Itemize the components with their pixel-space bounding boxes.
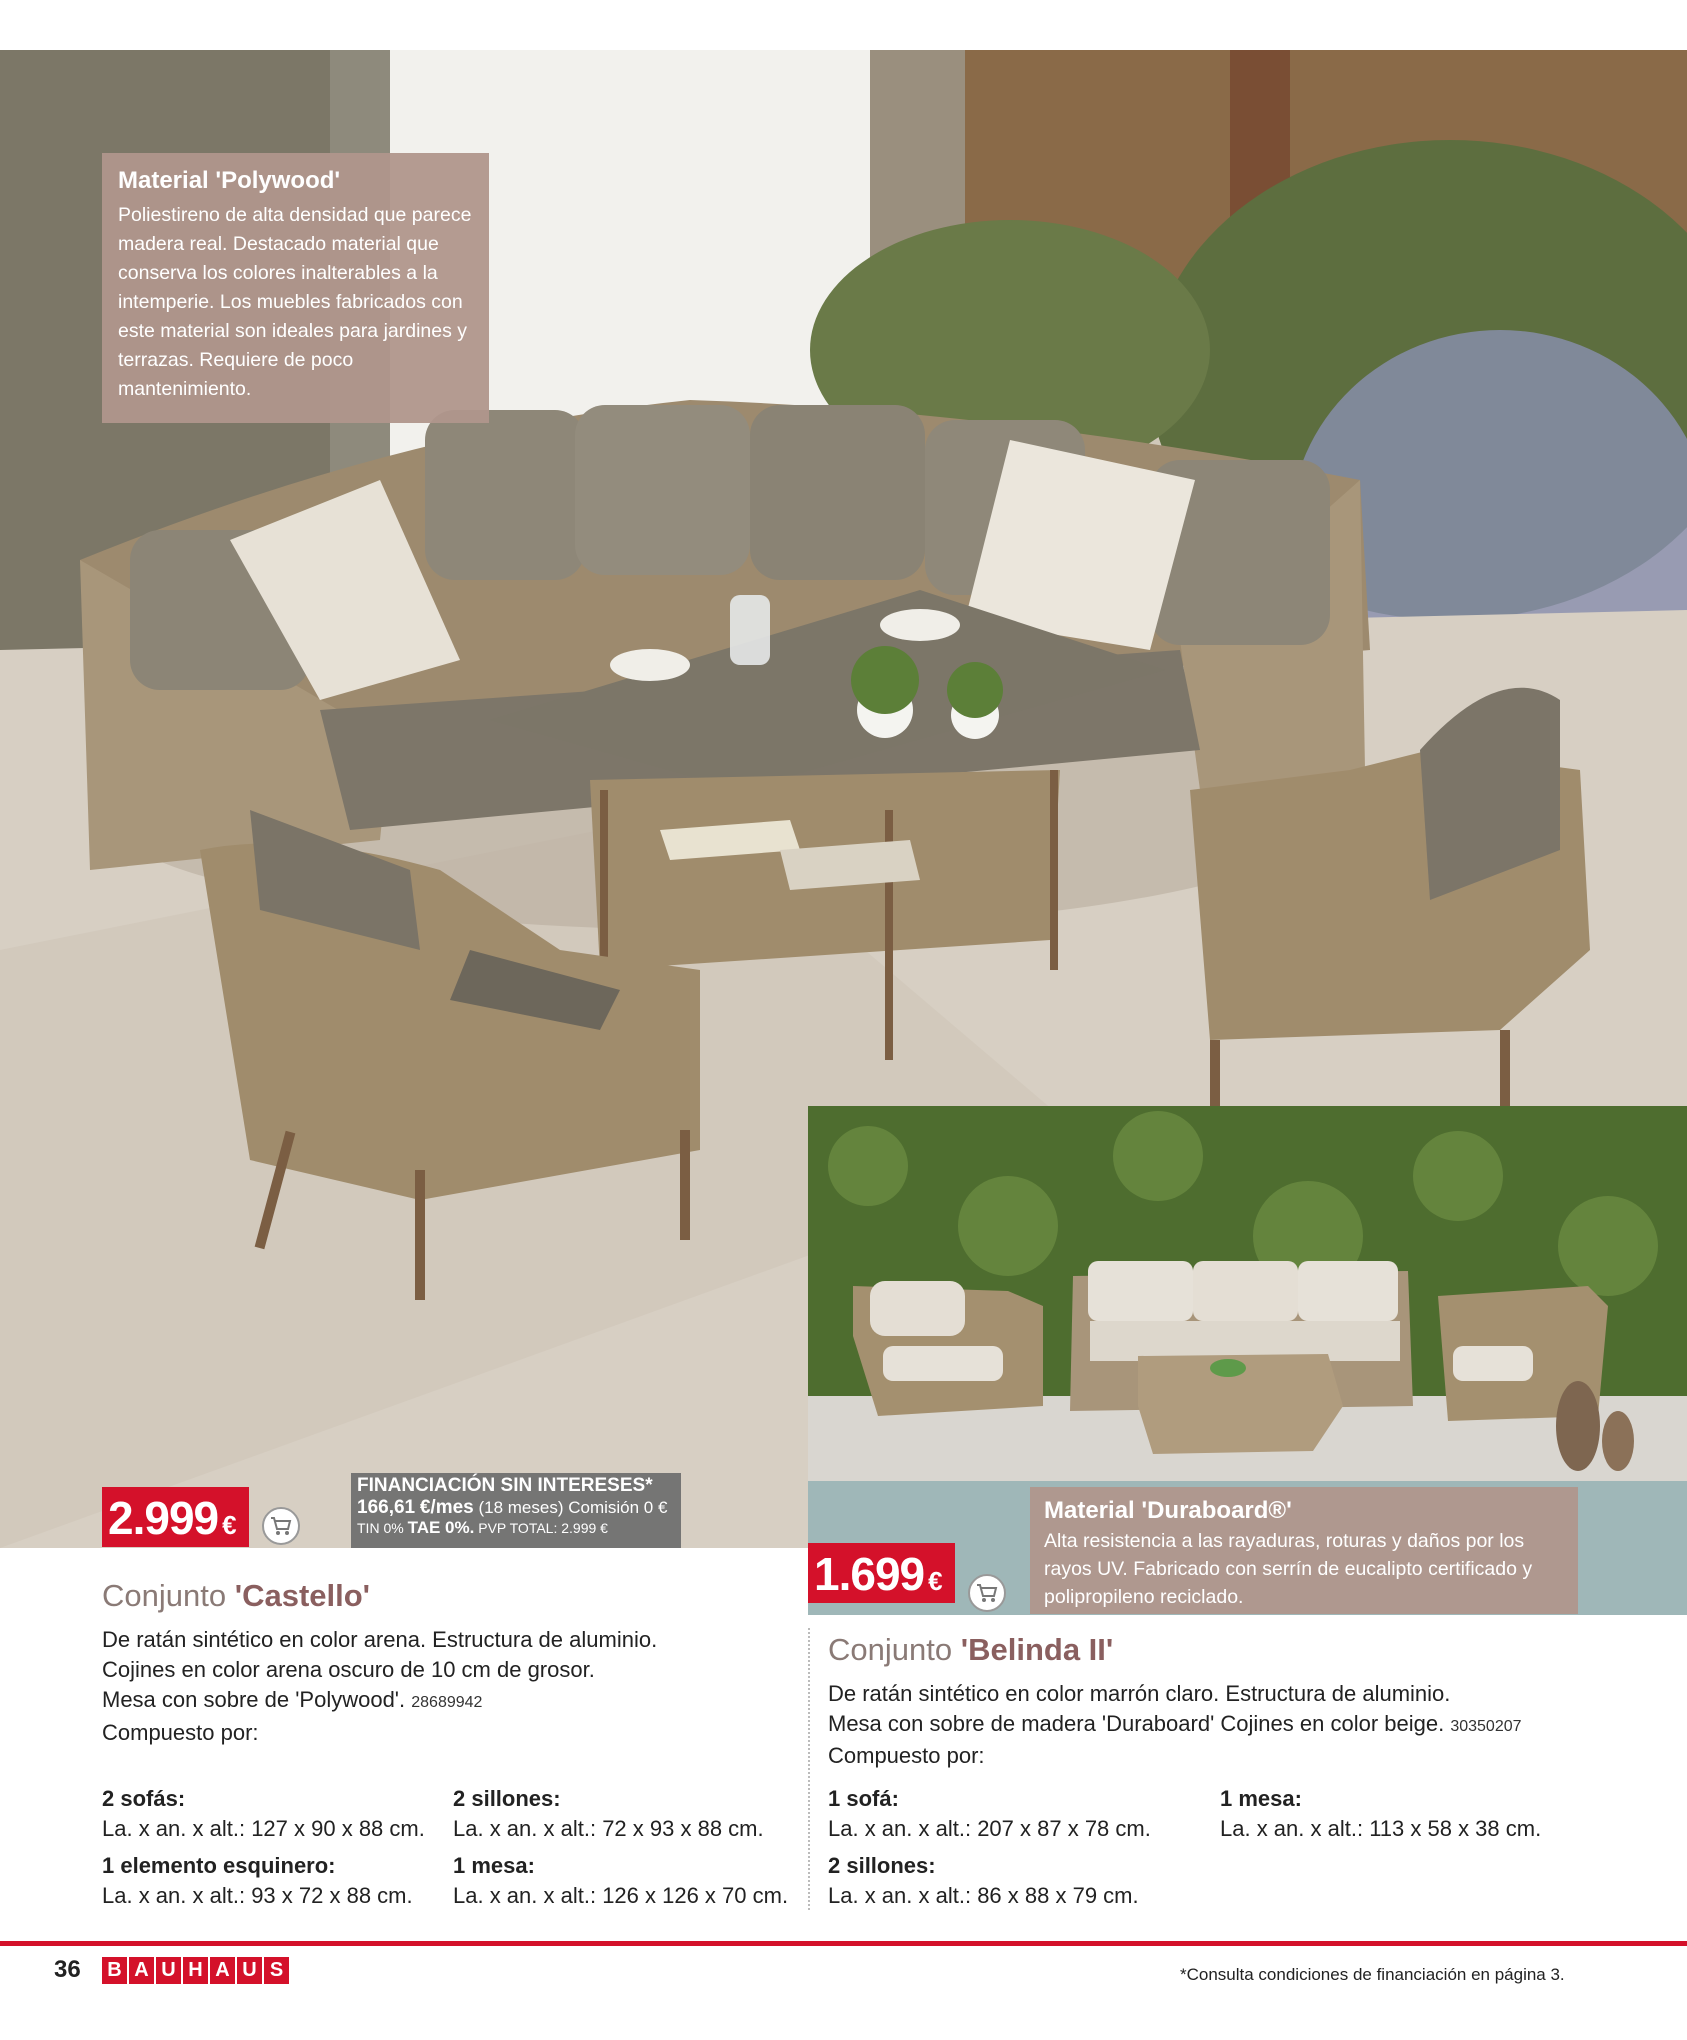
spec-dims: La. x an. x alt.: 93 x 72 x 88 cm.	[102, 1883, 413, 1908]
title-prefix: Conjunto	[828, 1632, 961, 1667]
desc-line: Mesa con sobre de 'Polywood'.	[102, 1687, 406, 1712]
financing-monthly-unit: €/mes	[419, 1497, 474, 1518]
product-title-belinda	[828, 1632, 1113, 1668]
desc-line: Cojines en color arena oscuro de 10 cm de grosor.	[102, 1657, 595, 1682]
spec-head: 2 sillones:	[453, 1786, 561, 1811]
footer-red-line	[0, 1941, 1687, 1946]
spec-dims: La. x an. x alt.: 113 x 58 x 38 cm.	[1220, 1816, 1542, 1841]
financing-monthly	[357, 1497, 675, 1518]
financing-months: (18 meses) Comisión 0 €	[478, 1498, 668, 1517]
financing-tin: TIN 0%	[357, 1520, 404, 1536]
logo-letter: U	[237, 1957, 262, 1984]
logo-letter: H	[183, 1957, 208, 1984]
financing-footnote: *Consulta condiciones de financiación en página 3.	[1180, 1965, 1565, 1984]
cart-icon[interactable]	[262, 1507, 300, 1545]
spec-dims: La. x an. x alt.: 86 x 88 x 79 cm.	[828, 1883, 1139, 1908]
bauhaus-logo	[102, 1957, 289, 1984]
financing-tae: TAE 0%.	[407, 1518, 475, 1537]
product-code: 30350207	[1450, 1718, 1522, 1735]
duraboard-text: Alta resistencia a las rayaduras, roturas y daños por los rayos UV. Fabricado con serrín de eucalipto certificado y polipropileno reciclado.	[1044, 1530, 1533, 1608]
spec-head: 1 mesa:	[453, 1853, 535, 1878]
spec-item	[453, 1851, 788, 1911]
spec-dims: La. x an. x alt.: 207 x 87 x 78 cm.	[828, 1816, 1151, 1841]
spec-item	[453, 1784, 764, 1844]
back-cushion	[425, 410, 585, 580]
duraboard-title: Material 'Duraboard®'	[1044, 1497, 1292, 1524]
product-desc-belinda	[828, 1679, 1522, 1742]
logo-letter: U	[156, 1957, 181, 1984]
price-value: 1.699	[814, 1548, 925, 1600]
product-title-castello	[102, 1578, 370, 1614]
page-number: 36	[54, 1956, 81, 1983]
spec-head: 2 sillones:	[828, 1853, 936, 1878]
price-tag-castello	[102, 1487, 249, 1547]
title-prefix: Conjunto	[102, 1578, 235, 1613]
polywood-title: Material 'Polywood'	[118, 167, 341, 194]
financing-monthly-amount: 166,61	[357, 1497, 416, 1518]
spec-item	[1220, 1784, 1541, 1844]
title-name: 'Castello'	[234, 1578, 371, 1613]
polywood-info-box	[102, 153, 489, 423]
spec-item	[828, 1784, 1151, 1844]
price-tag-belinda	[808, 1543, 955, 1603]
spec-item	[102, 1851, 413, 1911]
spec-item	[828, 1851, 1139, 1911]
spec-head: 1 sofá:	[828, 1786, 899, 1811]
product-code: 28689942	[411, 1694, 483, 1711]
duraboard-info-box	[1030, 1487, 1578, 1614]
spec-dims: La. x an. x alt.: 126 x 126 x 70 cm.	[453, 1883, 789, 1908]
financing-box	[351, 1473, 681, 1548]
logo-letter: S	[264, 1957, 289, 1984]
financing-title: FINANCIACIÓN SIN INTERESES*	[357, 1475, 653, 1496]
spec-dims: La. x an. x alt.: 127 x 90 x 88 cm.	[102, 1816, 425, 1841]
financing-pvp: PVP TOTAL: 2.999 €	[478, 1520, 608, 1536]
desc-line: De ratán sintético en color marrón claro. Estructura de aluminio.	[828, 1681, 1451, 1706]
price-value: 2.999	[108, 1492, 219, 1544]
logo-letter: B	[102, 1957, 127, 1984]
composed-label: Compuesto por:	[828, 1743, 985, 1768]
spec-head: 1 mesa:	[1220, 1786, 1302, 1811]
column-divider	[808, 1628, 810, 1910]
product-desc-castello	[102, 1625, 657, 1718]
spec-head: 1 elemento esquinero:	[102, 1853, 336, 1878]
spec-dims: La. x an. x alt.: 72 x 93 x 88 cm.	[453, 1816, 764, 1841]
desc-line: Mesa con sobre de madera 'Duraboard' Cojines en color beige.	[828, 1711, 1445, 1736]
inset-photo-belinda	[808, 1106, 1687, 1615]
cart-icon[interactable]	[968, 1574, 1006, 1612]
spec-head: 2 sofás:	[102, 1786, 186, 1811]
financing-terms	[357, 1518, 675, 1538]
title-name: 'Belinda II'	[960, 1632, 1114, 1667]
price-currency: €	[222, 1510, 237, 1540]
logo-letter: A	[129, 1957, 154, 1984]
spec-item	[102, 1784, 425, 1844]
desc-line: De ratán sintético en color arena. Estructura de aluminio.	[102, 1627, 658, 1652]
logo-letter: A	[210, 1957, 235, 1984]
price-currency: €	[928, 1566, 943, 1596]
polywood-text: Poliestireno de alta densidad que parece madera real. Destacado material que conserva los colores inalterables a la intemperie. Los muebles fabricados con este material son ideales para jardines y terrazas. Requiere de poco mantenimiento.	[118, 204, 472, 400]
composed-label: Compuesto por:	[102, 1720, 259, 1745]
